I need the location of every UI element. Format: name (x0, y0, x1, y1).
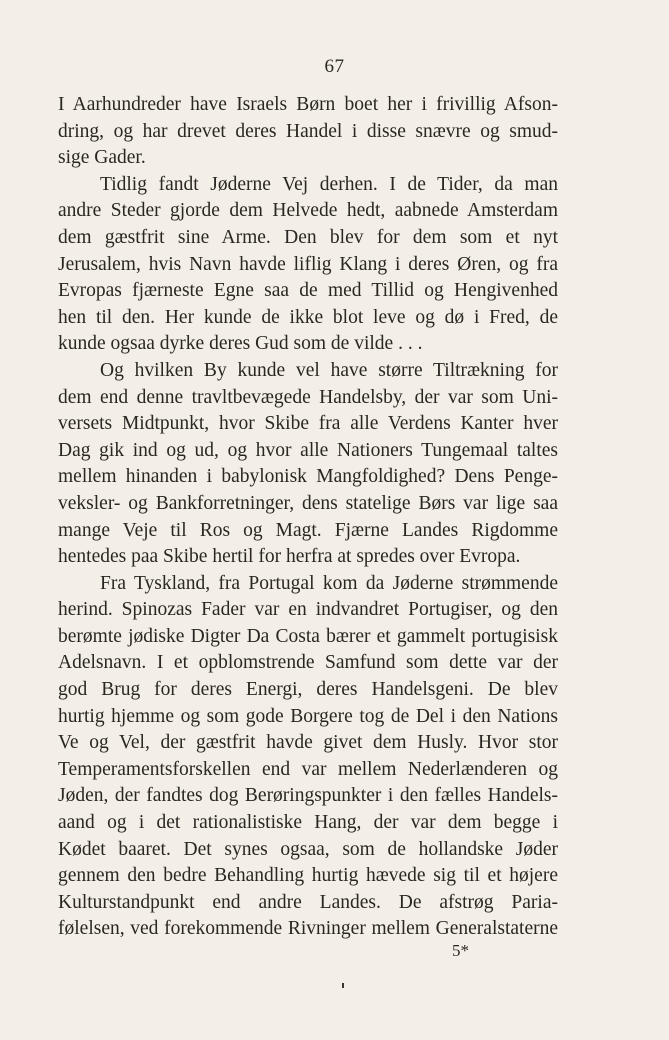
text-line: Ve og Vel, der gæstfrit havde givet dem Husly. Hvor stor (58, 732, 558, 754)
text-line: Tidlig fandt Jøderne Vej derhen. I de Tider, da man (100, 173, 558, 195)
text-line: versets Midtpunkt, hvor Skibe fra alle Verdens Kanter hver (58, 413, 558, 435)
text-line: berømte jødiske Digter Da Costa bærer et gammelt portugisisk (58, 625, 558, 647)
text-line: sige Gader. (58, 147, 146, 169)
text-line: kunde ogsaa dyrke deres Gud som de vilde . . . (58, 333, 423, 355)
text-line: Og hvilken By kunde vel have større Tiltrækning for (100, 359, 558, 381)
text-line: Kødet baaret. Det synes ogsaa, som de hollandske Jøder (58, 838, 558, 860)
text-line: Jerusalem, hvis Navn havde liflig Klang i deres Øren, og fra (58, 253, 558, 275)
text-line: herind. Spinozas Fader var en indvandret Portugiser, og den (58, 599, 558, 621)
text-line: mange Veje til Ros og Magt. Fjærne Landes Rigdomme (58, 519, 558, 541)
text-line: god Brug for deres Energi, deres Handelsgeni. De blev (58, 679, 558, 701)
text-line: hentedes paa Skibe hertil for herfra at spredes over Evropa. (58, 546, 521, 568)
text-line: gennem den bedre Behandling hurtig hævede sig til et højere (58, 865, 558, 887)
text-line: Temperamentsforskellen end var mellem Nederlænderen og (58, 758, 558, 780)
text-line: hurtig hjemme og som gode Borgere tog de Del i den Nations (58, 705, 558, 727)
text-line: andre Steder gjorde dem Helvede hedt, aabnede Amsterdam (58, 200, 558, 222)
text-line: hen til den. Her kunde de ikke blot leve og dø i Fred, de (58, 306, 558, 328)
text-line: Adelsnavn. I et opblomstrende Samfund som dette var der (58, 652, 558, 674)
text-line: Jøden, der fandtes dog Berøringspunkter i den fælles Handels- (58, 785, 558, 807)
page-number: 67 (324, 56, 345, 77)
print-speck (342, 983, 344, 988)
body-text (58, 92, 558, 943)
text-line: veksler- og Bankforretninger, dens statelige Børs var lige saa (58, 492, 558, 514)
text-line: I Aarhundreder have Israels Børn boet her i frivillig Afson- (58, 94, 558, 115)
signature-mark: 5* (452, 941, 469, 960)
text-line: dring, og har drevet deres Handel i disse snævre og smud- (58, 120, 558, 142)
text-line: følelsen, ved forekommende Rivninger mellem Generalstaterne (58, 918, 558, 940)
text-line: Fra Tyskland, fra Portugal kom da Jøderne strømmende (100, 572, 558, 594)
text-line: Dag gik ind og ud, og hvor alle Nationers Tungemaal taltes (58, 439, 558, 461)
text-line: dem end denne travltbevægede Handelsby, der var som Uni- (58, 386, 558, 408)
text-line: aand og i det rationalistiske Hang, der var dem begge i (58, 812, 558, 834)
text-line: mellem hinanden i babylonisk Mangfoldighed? Dens Penge- (58, 466, 558, 488)
text-line: Evropas fjærneste Egne saa de med Tillid og Hengivenhed (58, 280, 558, 302)
text-line: Kulturstandpunkt end andre Landes. De afstrøg Paria- (58, 891, 558, 913)
text-line: dem gæstfrit sine Arme. Den blev for dem som et nyt (58, 226, 558, 248)
